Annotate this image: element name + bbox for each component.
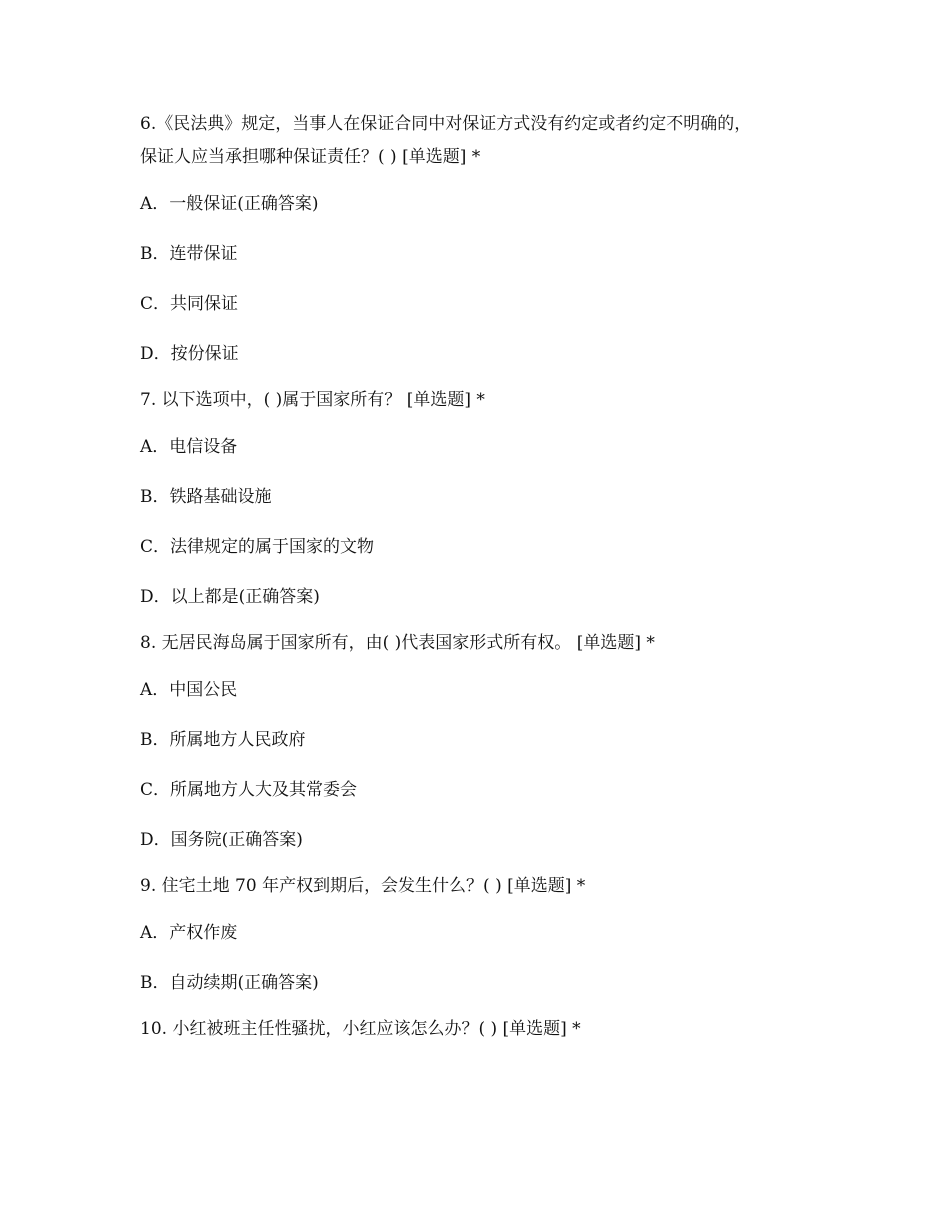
option-b: B．所属地方人民政府 — [140, 730, 306, 750]
question-10 — [140, 1013, 820, 1046]
question-text: 8. 无居民海岛属于国家所有，由( )代表国家形式所有权。 [单选题] * — [140, 633, 655, 653]
question-9 — [140, 870, 820, 995]
option-b: B．自动续期(正确答案) — [140, 973, 319, 993]
option-a: A．产权作废 — [140, 923, 238, 943]
option-c: C．所属地方人大及其常委会 — [140, 780, 358, 800]
question-8 — [140, 627, 820, 852]
option-b: B．连带保证 — [140, 244, 238, 264]
option-d: D．国务院(正确答案) — [140, 830, 303, 850]
document-page — [140, 108, 820, 1046]
question-6 — [140, 108, 820, 366]
option-c: C．法律规定的属于国家的文物 — [140, 537, 375, 557]
question-text: 9. 住宅土地 70 年产权到期后，会发生什么？( ) [单选题] * — [140, 876, 586, 896]
option-a: A．一般保证(正确答案) — [140, 194, 319, 214]
question-7 — [140, 384, 820, 609]
option-c: C．共同保证 — [140, 294, 239, 314]
option-b: B．铁路基础设施 — [140, 487, 272, 507]
question-text: 保证人应当承担哪种保证责任？( ) [单选题] * — [140, 147, 481, 167]
question-text: 6.《民法典》规定，当事人在保证合同中对保证方式没有约定或者约定不明确的， — [140, 114, 752, 134]
option-a: A．中国公民 — [140, 680, 238, 700]
question-text: 10. 小红被班主任性骚扰，小红应该怎么办？( ) [单选题] * — [140, 1019, 581, 1039]
option-a: A．电信设备 — [140, 437, 238, 457]
question-text: 7. 以下选项中，( )属于国家所有？ [单选题] * — [140, 390, 485, 410]
option-d: D．按份保证 — [140, 344, 239, 364]
option-d: D．以上都是(正确答案) — [140, 587, 320, 607]
